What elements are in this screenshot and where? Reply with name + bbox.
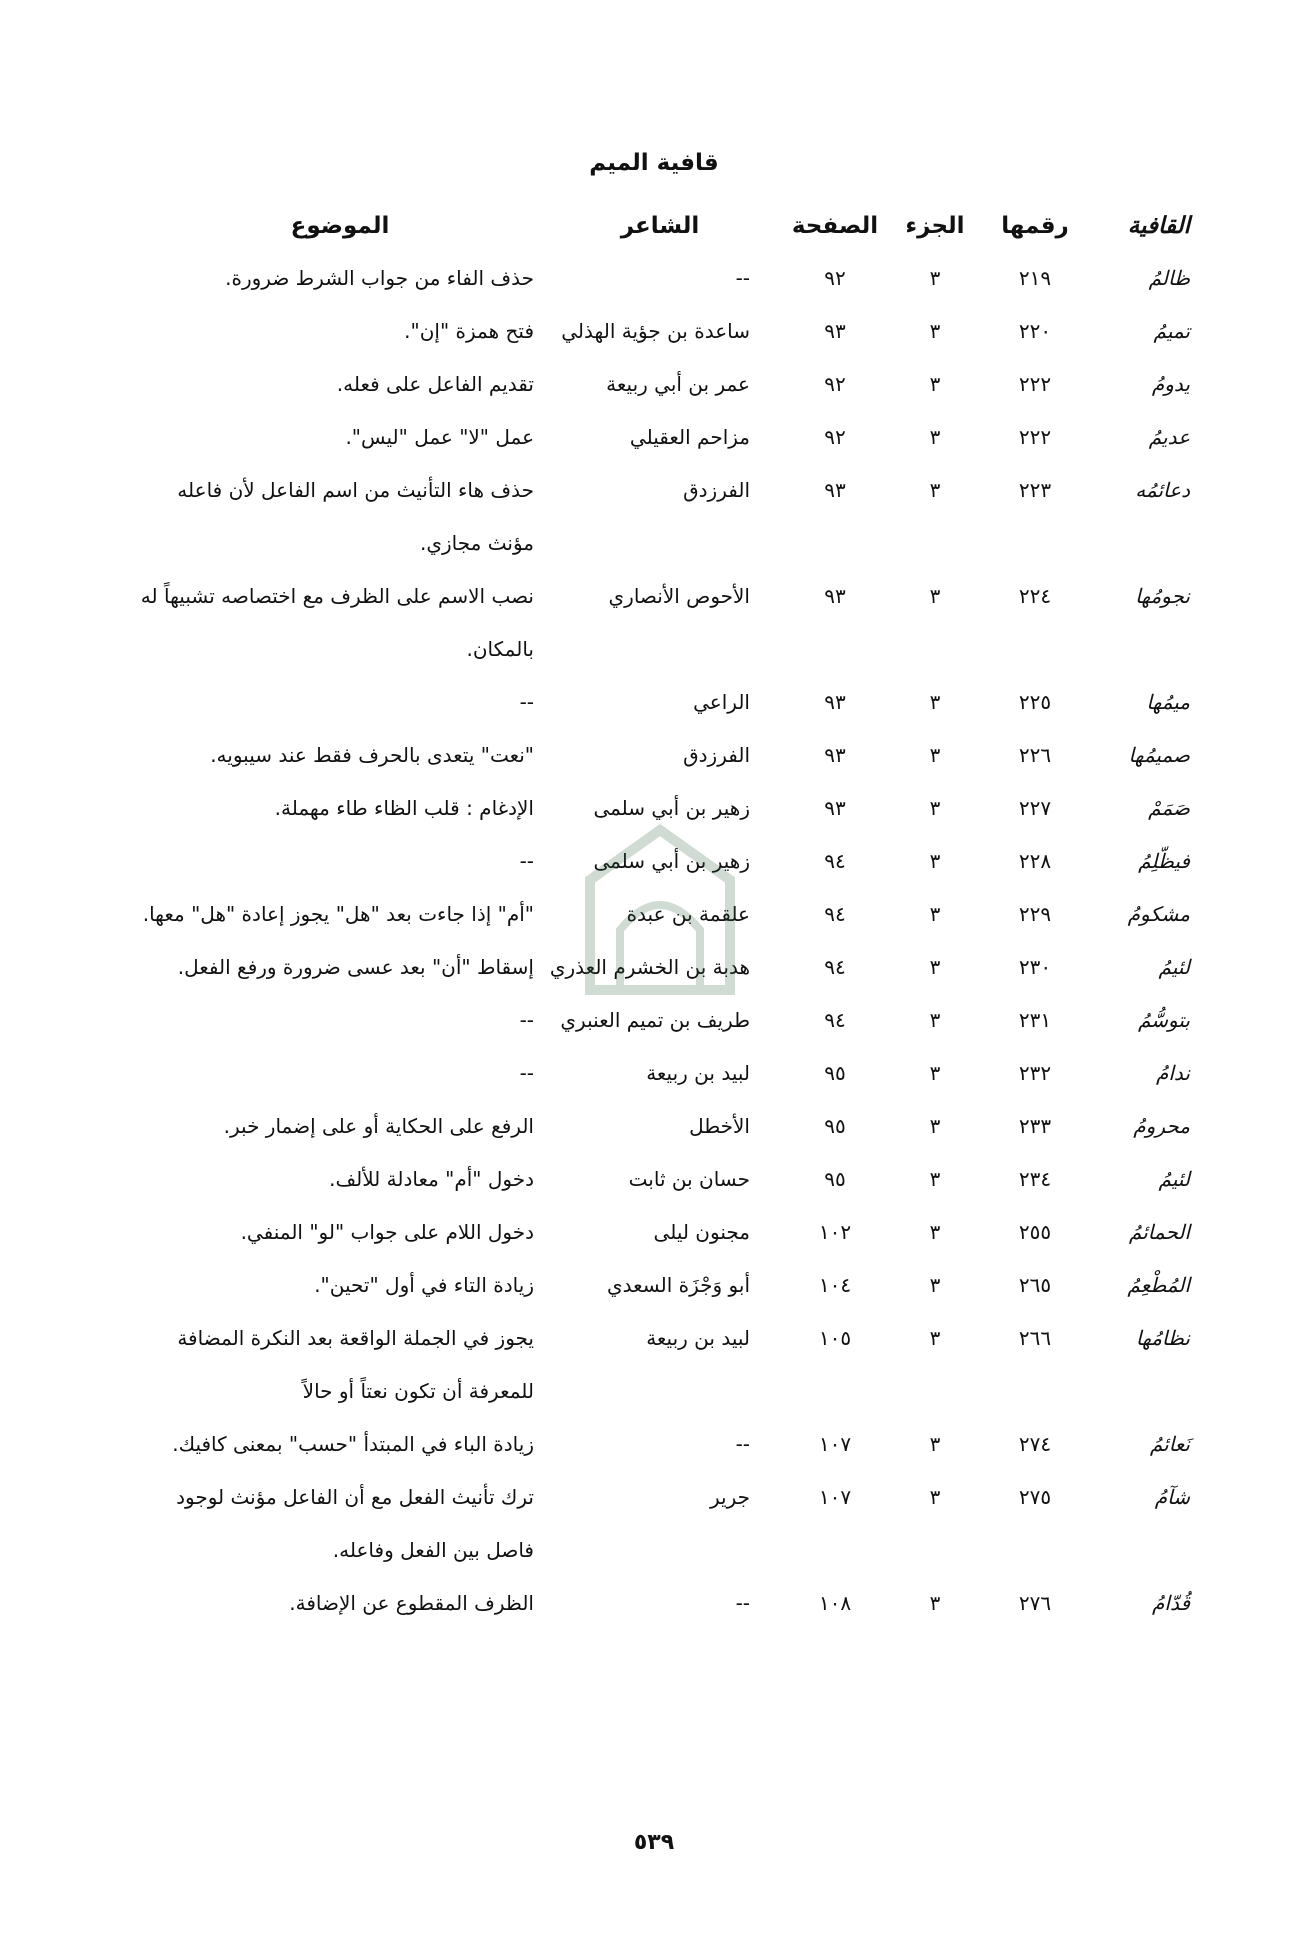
cell-mawdu: الرفع على الحكاية أو على إضمار خبر. — [223, 1114, 534, 1138]
cell-juz: ٣ — [929, 1432, 941, 1456]
table-row — [140, 1471, 1200, 1577]
cell-safha: ٩٣ — [824, 690, 846, 714]
cell-mawdu: حذف هاء التأنيث من اسم الفاعل لأن فاعله مؤنث مجازي. — [177, 478, 534, 555]
cell-raqm: ٢٢٧ — [1018, 796, 1052, 820]
cell-raqm: ٢٦٥ — [1018, 1273, 1052, 1297]
table-row — [140, 1259, 1200, 1312]
cell-raqm: ٢٥٥ — [1018, 1220, 1052, 1244]
cell-safha: ٩٥ — [824, 1114, 846, 1138]
cell-juz: ٣ — [929, 1061, 941, 1085]
cell-juz: ٣ — [929, 1273, 941, 1297]
cell-safha: ٩٣ — [824, 796, 846, 820]
cell-mawdu: -- — [519, 849, 534, 873]
cell-shaer: أبو وَجْزَة السعدي — [607, 1273, 750, 1297]
table-row — [140, 1312, 1200, 1418]
cell-shaer: الراعي — [693, 690, 750, 714]
cell-mawdu: إسقاط "أن" بعد عسى ضرورة ورفع الفعل. — [177, 955, 534, 979]
cell-shaer: زهير بن أبي سلمى — [593, 849, 750, 873]
library-seal-watermark — [560, 820, 760, 1040]
cell-qafiya: نظامُها — [1135, 1326, 1190, 1350]
cell-shaer: هدبة بن الخشرم العذري — [549, 955, 750, 979]
cell-shaer: الفرزدق — [683, 743, 750, 767]
cell-safha: ٩٣ — [824, 584, 846, 608]
cell-juz: ٣ — [929, 478, 941, 502]
cell-qafiya: نجومُها — [1135, 584, 1190, 608]
cell-safha: ٩٤ — [824, 849, 846, 873]
cell-shaer: مزاحم العقيلي — [629, 425, 750, 449]
cell-juz: ٣ — [929, 319, 941, 343]
cell-raqm: ٢٦٦ — [1018, 1326, 1052, 1350]
cell-qafiya: ندامُ — [1155, 1061, 1190, 1085]
cell-mawdu: ترك تأنيث الفعل مع أن الفاعل مؤنث لوجود فاصل بين الفعل وفاعله. — [176, 1485, 534, 1562]
cell-raqm: ٢٢٣ — [1018, 478, 1052, 502]
cell-qafiya: ظالمُ — [1148, 266, 1190, 290]
table-row — [140, 1153, 1200, 1206]
cell-raqm: ٢٢٨ — [1018, 849, 1052, 873]
cell-qafiya: بتوسُّمُ — [1137, 1008, 1190, 1032]
header-raqm: رقمها — [1001, 213, 1069, 239]
cell-safha: ١٠٥ — [818, 1326, 852, 1350]
cell-qafiya: محرومُ — [1133, 1114, 1190, 1138]
cell-raqm: ٢٣٠ — [1018, 955, 1052, 979]
table-header-row — [140, 200, 1200, 252]
cell-raqm: ٢٧٦ — [1018, 1591, 1052, 1615]
cell-shaer: الأخطل — [689, 1114, 750, 1138]
cell-mawdu: -- — [519, 1008, 534, 1032]
cell-juz: ٣ — [929, 372, 941, 396]
table-row — [140, 729, 1200, 782]
cell-qafiya: قُدّامُ — [1152, 1591, 1190, 1615]
cell-raqm: ٢٢٩ — [1018, 902, 1052, 926]
cell-shaer: عمر بن أبي ربيعة — [606, 372, 750, 396]
cell-qafiya: المُطْعِمُ — [1127, 1273, 1190, 1297]
table-row — [140, 305, 1200, 358]
cell-safha: ١٠٢ — [818, 1220, 852, 1244]
cell-qafiya: لئيمُ — [1158, 1167, 1190, 1191]
cell-qafiya: دعائمُه — [1135, 478, 1190, 502]
cell-shaer: طريف بن تميم العنبري — [560, 1008, 750, 1032]
cell-qafiya: فيظّلِمُ — [1138, 849, 1190, 873]
cell-juz: ٣ — [929, 902, 941, 926]
cell-safha: ٩٤ — [824, 902, 846, 926]
cell-safha: ٩٣ — [824, 743, 846, 767]
cell-qafiya: شآمُ — [1154, 1485, 1190, 1509]
table-row — [140, 252, 1200, 305]
cell-qafiya: مشكومُ — [1127, 902, 1190, 926]
section-title: قافية الميم — [589, 150, 719, 176]
cell-juz: ٣ — [929, 796, 941, 820]
cell-juz: ٣ — [929, 849, 941, 873]
cell-mawdu: "أم" إذا جاءت بعد "هل" يجوز إعادة "هل" معها. — [142, 902, 534, 926]
cell-mawdu: "نعت" يتعدى بالحرف فقط عند سيبويه. — [210, 743, 534, 767]
cell-shaer: حسان بن ثابت — [628, 1167, 750, 1191]
cell-qafiya: نَعائمُ — [1149, 1432, 1190, 1456]
cell-safha: ٩٢ — [824, 266, 846, 290]
cell-safha: ٩٣ — [824, 478, 846, 502]
cell-qafiya: صَمَمْ — [1148, 796, 1190, 820]
table-row — [140, 570, 1200, 676]
cell-mawdu: زيادة الباء في المبتدأ "حسب" بمعنى كافيك. — [172, 1432, 534, 1456]
cell-juz: ٣ — [929, 1114, 941, 1138]
cell-qafiya: لئيمُ — [1158, 955, 1190, 979]
cell-safha: ١٠٧ — [818, 1432, 852, 1456]
cell-mawdu: الإدغام : قلب الظاء طاء مهملة. — [274, 796, 534, 820]
header-shaer: الشاعر — [620, 213, 700, 239]
table-row — [140, 358, 1200, 411]
cell-mawdu: فتح همزة "إن". — [404, 319, 534, 343]
cell-juz: ٣ — [929, 1167, 941, 1191]
cell-qafiya: الحمائمُ — [1128, 1220, 1190, 1244]
table-row — [140, 1418, 1200, 1471]
cell-juz: ٣ — [929, 266, 941, 290]
cell-juz: ٣ — [929, 690, 941, 714]
cell-shaer: الفرزدق — [683, 478, 750, 502]
cell-juz: ٣ — [929, 1326, 941, 1350]
cell-safha: ٩٤ — [824, 1008, 846, 1032]
cell-shaer: -- — [735, 1591, 750, 1615]
cell-raqm: ٢٢٢ — [1018, 425, 1052, 449]
cell-raqm: ٢٧٤ — [1018, 1432, 1052, 1456]
table-row — [140, 1206, 1200, 1259]
header-mawdu: الموضوع — [290, 213, 390, 239]
cell-qafiya: ميمُها — [1146, 690, 1190, 714]
cell-safha: ٩٢ — [824, 425, 846, 449]
cell-raqm: ٢٢٦ — [1018, 743, 1052, 767]
cell-raqm: ٢٣٣ — [1018, 1114, 1052, 1138]
cell-shaer: -- — [735, 1432, 750, 1456]
cell-safha: ٩٣ — [824, 319, 846, 343]
cell-mawdu: يجوز في الجملة الواقعة بعد النكرة المضافة للمعرفة أن تكون نعتاً أو حالاً — [177, 1326, 534, 1403]
cell-juz: ٣ — [929, 1485, 941, 1509]
cell-juz: ٣ — [929, 1220, 941, 1244]
cell-juz: ٣ — [929, 743, 941, 767]
table-row — [140, 464, 1200, 570]
cell-raqm: ٢٣٢ — [1018, 1061, 1052, 1085]
cell-raqm: ٢٢٤ — [1018, 584, 1052, 608]
cell-raqm: ٢١٩ — [1018, 266, 1052, 290]
cell-mawdu: حذف الفاء من جواب الشرط ضرورة. — [225, 266, 534, 290]
cell-mawdu: زيادة التاء في أول "تحين". — [314, 1273, 534, 1297]
cell-mawdu: -- — [519, 690, 534, 714]
cell-shaer: الأحوص الأنصاري — [608, 584, 750, 608]
cell-mawdu: دخول اللام على جواب "لو" المنفي. — [240, 1220, 534, 1244]
cell-qafiya: تميمُ — [1153, 319, 1190, 343]
cell-juz: ٣ — [929, 1591, 941, 1615]
cell-shaer: مجنون ليلى — [653, 1220, 750, 1244]
cell-raqm: ٢٢٥ — [1018, 690, 1052, 714]
cell-safha: ٩٤ — [824, 955, 846, 979]
cell-shaer: -- — [735, 266, 750, 290]
cell-juz: ٣ — [929, 584, 941, 608]
page-number: ٥٣٩ — [633, 1830, 675, 1855]
cell-raqm: ٢٣٤ — [1018, 1167, 1052, 1191]
cell-shaer: لبيد بن ربيعة — [646, 1326, 750, 1350]
cell-shaer: علقمة بن عبدة — [626, 902, 750, 926]
cell-mawdu: الظرف المقطوع عن الإضافة. — [289, 1591, 534, 1615]
cell-safha: ١٠٤ — [818, 1273, 852, 1297]
cell-mawdu: دخول "أم" معادلة للألف. — [329, 1167, 534, 1191]
cell-shaer: جرير — [710, 1485, 750, 1509]
header-juz: الجزء — [905, 213, 965, 239]
cell-safha: ٩٥ — [824, 1061, 846, 1085]
cell-safha: ١٠٧ — [818, 1485, 852, 1509]
cell-raqm: ٢٢٢ — [1018, 372, 1052, 396]
table-row — [140, 411, 1200, 464]
cell-juz: ٣ — [929, 425, 941, 449]
header-qafiya: القافية — [1127, 213, 1190, 239]
cell-raqm: ٢٣١ — [1018, 1008, 1052, 1032]
cell-mawdu: تقديم الفاعل على فعله. — [336, 372, 534, 396]
cell-juz: ٣ — [929, 955, 941, 979]
cell-mawdu: عمل "لا" عمل "ليس". — [345, 425, 534, 449]
table-row — [140, 1047, 1200, 1100]
cell-qafiya: عديمُ — [1148, 425, 1190, 449]
cell-juz: ٣ — [929, 1008, 941, 1032]
cell-qafiya: صميمُها — [1128, 743, 1190, 767]
cell-shaer: زهير بن أبي سلمى — [593, 796, 750, 820]
table-row — [140, 1100, 1200, 1153]
cell-mawdu: نصب الاسم على الظرف مع اختصاصه تشبيهاً له بالمكان. — [140, 584, 534, 661]
cell-mawdu: -- — [519, 1061, 534, 1085]
cell-qafiya: يدومُ — [1151, 372, 1190, 396]
cell-safha: ١٠٨ — [818, 1591, 852, 1615]
cell-raqm: ٢٢٠ — [1018, 319, 1052, 343]
cell-safha: ٩٥ — [824, 1167, 846, 1191]
table-row — [140, 1577, 1200, 1630]
table-row — [140, 676, 1200, 729]
cell-raqm: ٢٧٥ — [1018, 1485, 1052, 1509]
header-safha: الصفحة — [791, 213, 879, 239]
cell-shaer: لبيد بن ربيعة — [646, 1061, 750, 1085]
cell-safha: ٩٢ — [824, 372, 846, 396]
cell-shaer: ساعدة بن جؤية الهذلي — [561, 319, 750, 343]
